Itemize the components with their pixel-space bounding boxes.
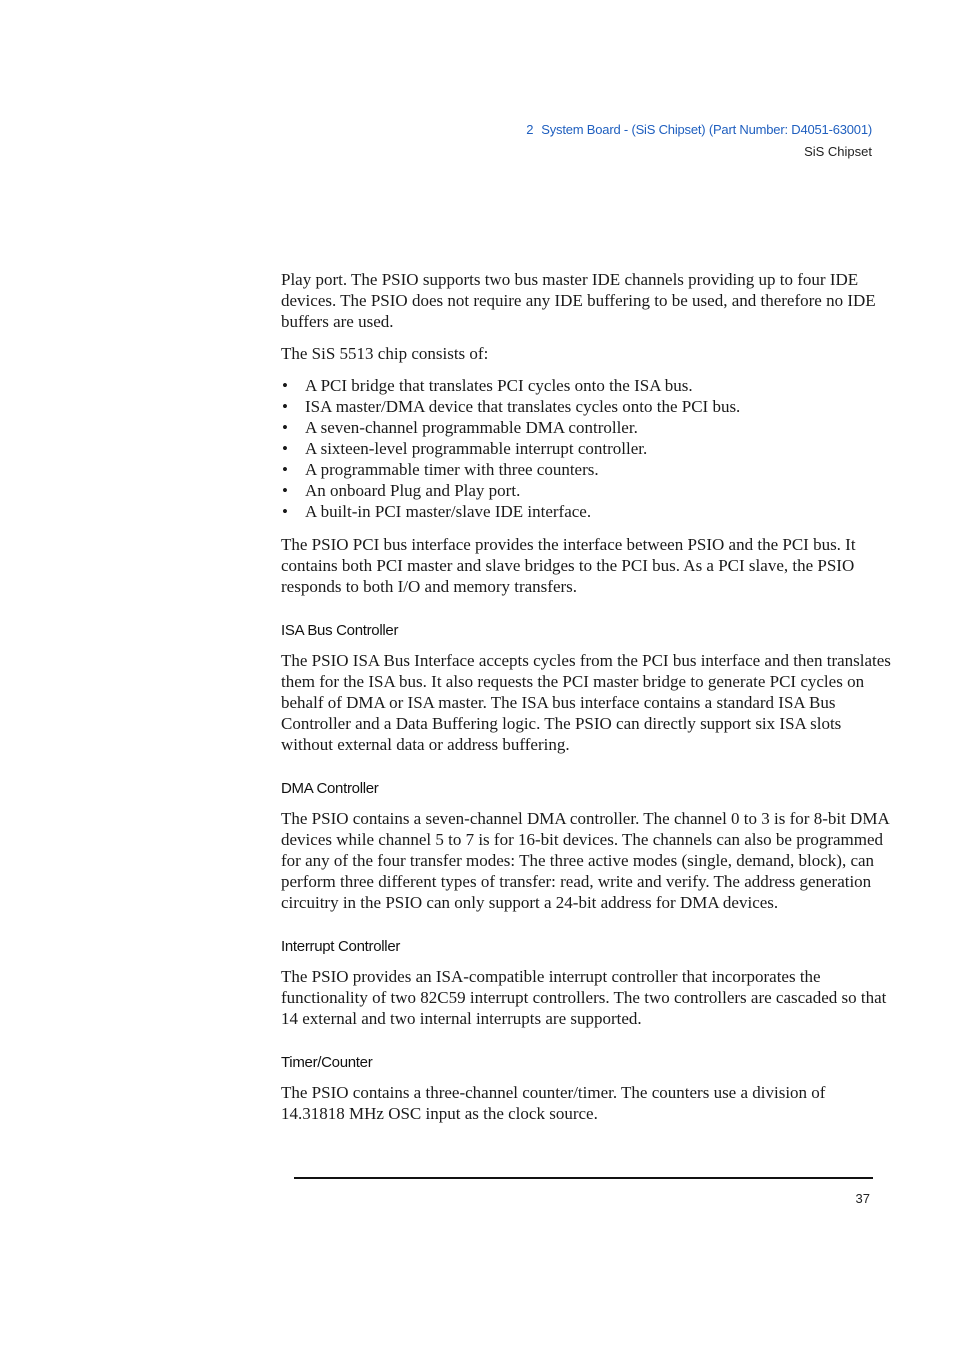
pci-paragraph: The PSIO PCI bus interface provides the interface between PSIO and the PCI bus. It contains both PCI master and slave bridges to the PCI bus. As a PCI slave, the PSIO responds to both I/O and memory transfers. — [281, 535, 856, 596]
main-content — [281, 269, 893, 1124]
bullet-icon: • — [282, 439, 288, 458]
timer-counter-text: The PSIO contains a three-channel counter/timer. The counters use a division of 14.31818 MHz OSC input as the clock source. — [281, 1083, 826, 1123]
intro-paragraph: Play port. The PSIO supports two bus master IDE channels providing up to four IDE devices. The PSIO does not require any IDE buffering to be used, and therefore no IDE buffers are used. — [281, 270, 876, 331]
chapter-number: 2 — [526, 122, 534, 137]
bullet-icon: • — [282, 418, 288, 437]
chapter-heading — [526, 119, 872, 141]
list-item: • A sixteen-level programmable interrupt controller. — [282, 439, 648, 458]
footer-divider — [294, 1177, 873, 1179]
list-item: • A built-in PCI master/slave IDE interface. — [282, 502, 592, 521]
timer-counter-heading: Timer/Counter — [281, 1054, 373, 1071]
bullet-icon: • — [282, 376, 288, 395]
interrupt-controller-text: The PSIO provides an ISA-compatible interrupt controller that incorporates the functionality of two 82C59 interrupt controllers. The two controllers are cascaded so that 14 external and two internal interrupts are supported. — [281, 967, 887, 1028]
running-header — [526, 119, 872, 163]
list-intro: The SiS 5513 chip consists of: — [281, 344, 489, 363]
section-title: SiS Chipset — [804, 144, 872, 159]
chapter-title: System Board - (SiS Chipset) (Part Number: D4051-63001) — [541, 122, 872, 137]
interrupt-controller-heading: Interrupt Controller — [281, 938, 401, 955]
page-number: 37 — [855, 1191, 870, 1206]
bullet-icon: • — [282, 397, 288, 416]
list-item: • A seven-channel programmable DMA controller. — [282, 418, 638, 437]
isa-bus-controller-text: The PSIO ISA Bus Interface accepts cycles from the PCI bus interface and then translates them for the ISA bus. It also requests the PCI master bridge to generate PCI cycles on behalf of DMA or ISA master. The ISA bus interface contains a standard ISA Bus Controller and a Data Buffering logic. The PSIO can directly support six ISA slots without external data or address buffering. — [281, 651, 891, 754]
list-item: • A programmable timer with three counters. — [282, 460, 599, 479]
bullet-icon: • — [282, 481, 288, 500]
feature-list — [281, 375, 893, 522]
list-item: • ISA master/DMA device that translates cycles onto the PCI bus. — [282, 397, 741, 416]
bullet-icon: • — [282, 502, 288, 521]
bullet-icon: • — [282, 460, 288, 479]
dma-controller-heading: DMA Controller — [281, 780, 379, 797]
list-item: • An onboard Plug and Play port. — [282, 481, 521, 500]
isa-bus-controller-heading: ISA Bus Controller — [281, 622, 399, 639]
list-item: • A PCI bridge that translates PCI cycles onto the ISA bus. — [282, 376, 693, 395]
dma-controller-text: The PSIO contains a seven-channel DMA controller. The channel 0 to 3 is for 8-bit DMA devices while channel 5 to 7 is for 16-bit devices. The channels can also be programmed for any of the four transfer modes: The three active modes (single, demand, block), can perform three different types of transfer: read, write and verify. The address generation circuitry in the PSIO can only support a 24-bit address for DMA devices. — [281, 809, 889, 912]
